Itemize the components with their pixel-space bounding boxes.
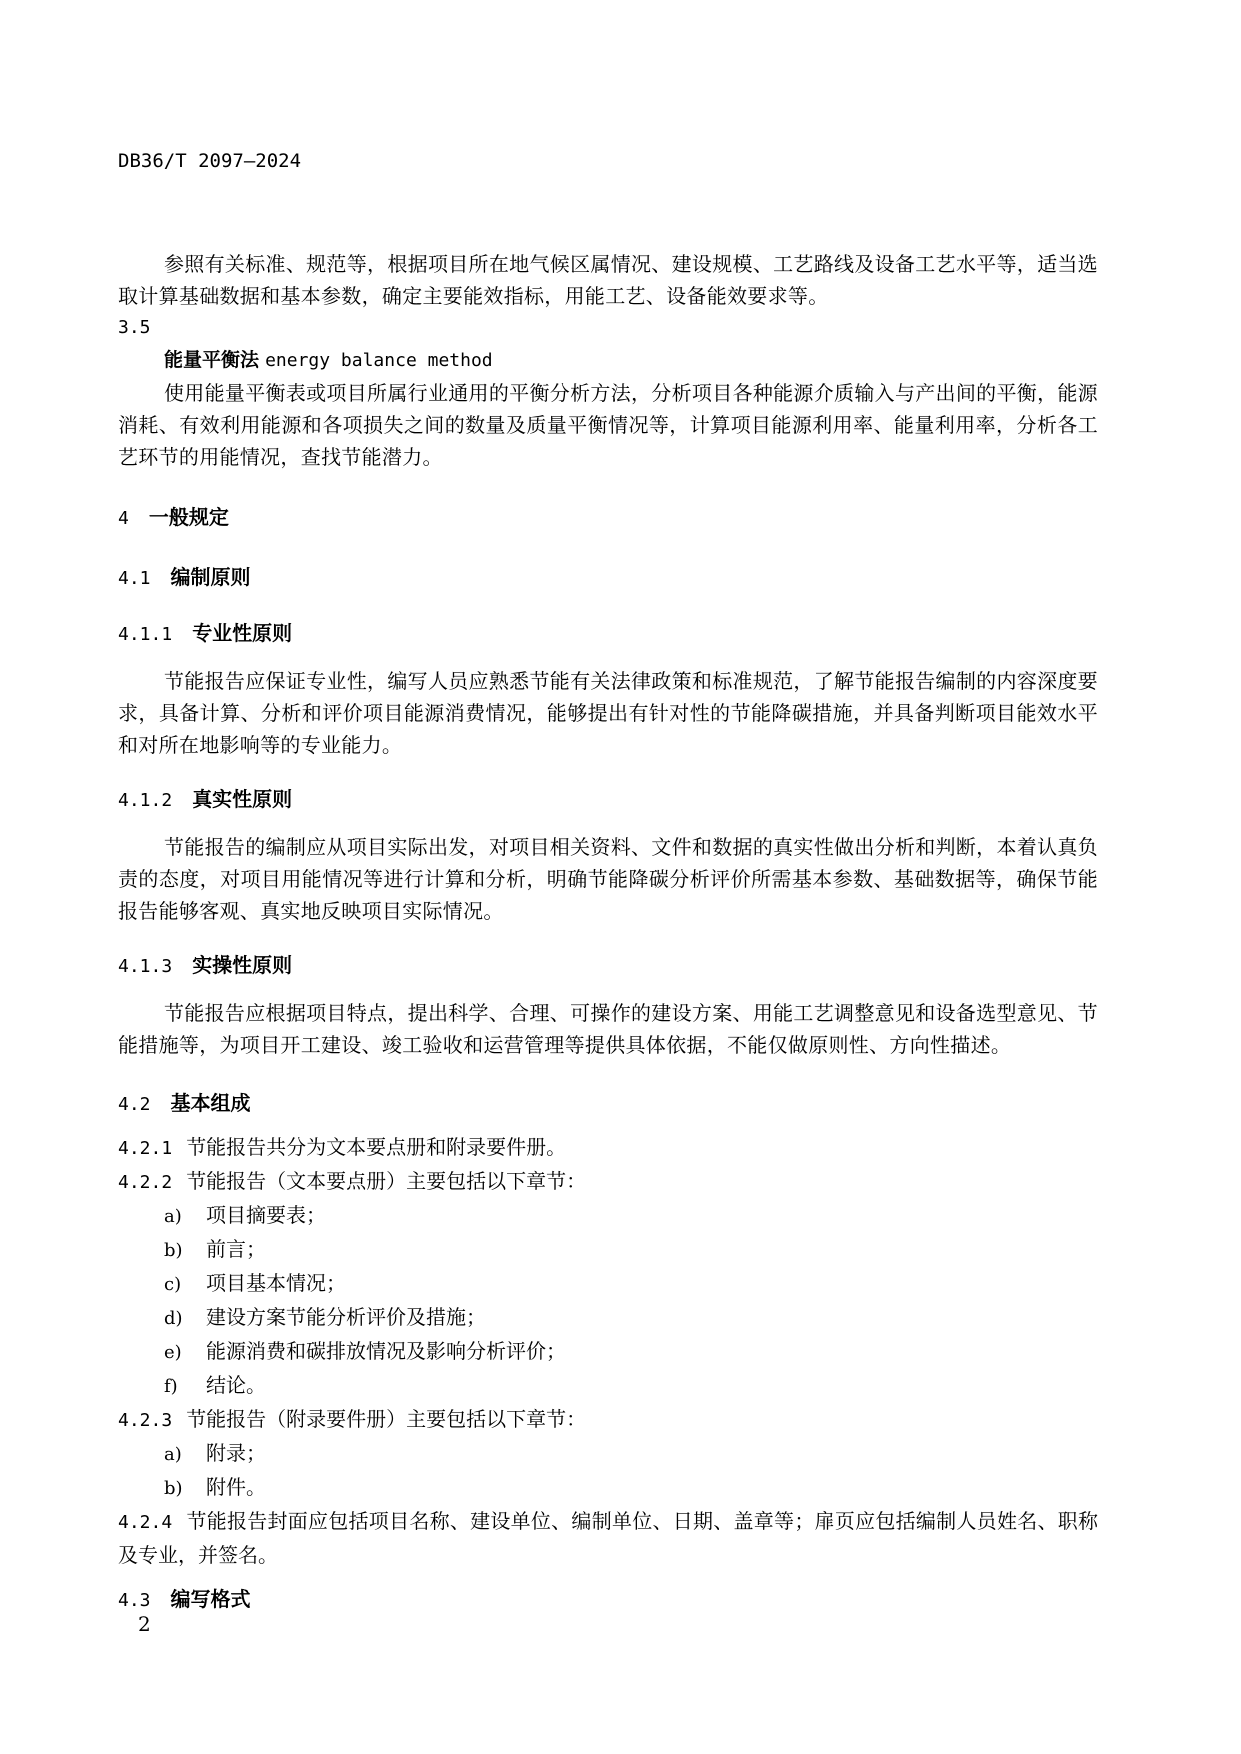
- list-item: [164, 1437, 1098, 1471]
- list-text: 前言；: [206, 1237, 266, 1261]
- list-item: [164, 1233, 1098, 1267]
- list-text: 项目基本情况；: [206, 1271, 346, 1295]
- list-text: 能源消费和碳排放情况及影响分析评价；: [206, 1339, 566, 1363]
- heading-4: [118, 501, 1098, 535]
- paragraph-4-1-3: 节能报告应根据项目特点，提出科学、合理、可操作的建设方案、用能工艺调整意见和设备选型意见、节能措施等，为项目开工建设、竣工验收和运营管理等提供具体依据，不能仅做原则性、方向性描述。: [118, 1001, 1098, 1057]
- document-id: DB36/T 2097—2024: [118, 150, 302, 172]
- heading-title: 基本组成: [170, 1091, 251, 1115]
- term-name-zh: 能量平衡法: [164, 349, 260, 371]
- heading-title: 编写格式: [170, 1587, 251, 1611]
- heading-number: 4.1.2: [118, 790, 173, 811]
- heading-title: 一般规定: [148, 505, 229, 529]
- list-marker: d): [164, 1308, 183, 1329]
- heading-number: 4.3: [118, 1590, 151, 1611]
- list-item: [164, 1267, 1098, 1301]
- clause-4-2-1: [118, 1131, 1098, 1165]
- heading-title: 编制原则: [170, 565, 251, 589]
- heading-4-1-2: [118, 783, 1098, 817]
- list-item: [164, 1199, 1098, 1233]
- list-marker: f): [164, 1376, 178, 1397]
- clause-4-2-2: [118, 1165, 1098, 1199]
- paragraph-4-1-2: 节能报告的编制应从项目实际出发，对项目相关资料、文件和数据的真实性做出分析和判断，本着认真负责的态度，对项目用能情况等进行计算和分析，明确节能降碳分析评价所需基本参数、基础数据等，确保节能报告能够客观、真实地反映项目实际情况。: [118, 835, 1098, 923]
- heading-number: 4: [118, 508, 129, 529]
- heading-number: 4.1: [118, 568, 151, 589]
- list-item: [164, 1369, 1098, 1403]
- heading-4-1-1: [118, 617, 1098, 651]
- clause-4-2-4: [118, 1505, 1098, 1571]
- heading-4-1-3: [118, 949, 1098, 983]
- list-marker: a): [164, 1444, 182, 1465]
- heading-4-3: [118, 1583, 1098, 1617]
- list-text: 结论。: [206, 1373, 266, 1397]
- clause-text: 节能报告共分为文本要点册和附录要件册。: [186, 1135, 567, 1159]
- heading-4-2: [118, 1087, 1098, 1121]
- list-marker: e): [164, 1342, 182, 1363]
- list-text: 建设方案节能分析评价及措施；: [206, 1305, 486, 1329]
- clause-number: 4.2.2: [118, 1172, 173, 1193]
- heading-title: 实操性原则: [192, 953, 293, 977]
- list-item: [164, 1301, 1098, 1335]
- page-body: [118, 248, 1098, 1617]
- clause-text: 节能报告封面应包括项目名称、建设单位、编制单位、日期、盖章等；扉页应包括编制人员姓名、职称及专业，并签名。: [118, 1509, 1098, 1567]
- list-4-2-2: [118, 1199, 1098, 1403]
- list-marker: b): [164, 1478, 183, 1499]
- paragraph-3-4-continued: 参照有关标准、规范等，根据项目所在地气候区属情况、建设规模、工艺路线及设备工艺水平等，适当选取计算基础数据和基本参数，确定主要能效指标，用能工艺、设备能效要求等。: [118, 252, 1098, 308]
- heading-title: 真实性原则: [192, 787, 293, 811]
- clause-number: 4.2.4: [118, 1512, 173, 1533]
- clause-text: 节能报告（文本要点册）主要包括以下章节：: [186, 1169, 587, 1193]
- heading-title: 专业性原则: [192, 621, 293, 645]
- term-3-5: [118, 344, 1098, 377]
- list-4-2-3: [118, 1437, 1098, 1505]
- clause-number: 4.2.3: [118, 1410, 173, 1431]
- clause-4-2-3: [118, 1403, 1098, 1437]
- list-marker: a): [164, 1206, 182, 1227]
- list-text: 附录；: [206, 1441, 266, 1465]
- clause-number: 4.2.1: [118, 1138, 173, 1159]
- list-item: [164, 1471, 1098, 1505]
- paragraph-3-5: 使用能量平衡表或项目所属行业通用的平衡分析方法，分析项目各种能源介质输入与产出间的平衡，能源消耗、有效利用能源和各项损失之间的数量及质量平衡情况等，计算项目能源利用率、能量利用率，分析各工艺环节的用能情况，查找节能潜力。: [118, 381, 1098, 469]
- clause-text: 节能报告（附录要件册）主要包括以下章节：: [186, 1407, 587, 1431]
- term-number-3-5: 3.5: [118, 317, 151, 338]
- heading-number: 4.2: [118, 1094, 151, 1115]
- heading-4-1: [118, 561, 1098, 595]
- list-marker: b): [164, 1240, 183, 1261]
- page-number: 2: [138, 1612, 151, 1636]
- paragraph-4-1-1: 节能报告应保证专业性，编写人员应熟悉节能有关法律政策和标准规范，了解节能报告编制的内容深度要求，具备计算、分析和评价项目能源消费情况，能够提出有针对性的节能降碳措施，并具备判断项目能效水平和对所在地影响等的专业能力。: [118, 669, 1098, 757]
- list-item: [164, 1335, 1098, 1369]
- heading-number: 4.1.3: [118, 956, 173, 977]
- heading-number: 4.1.1: [118, 624, 173, 645]
- list-text: 附件。: [206, 1475, 266, 1499]
- list-marker: c): [164, 1274, 182, 1295]
- term-name-en: energy balance method: [265, 350, 493, 371]
- list-text: 项目摘要表；: [206, 1203, 326, 1227]
